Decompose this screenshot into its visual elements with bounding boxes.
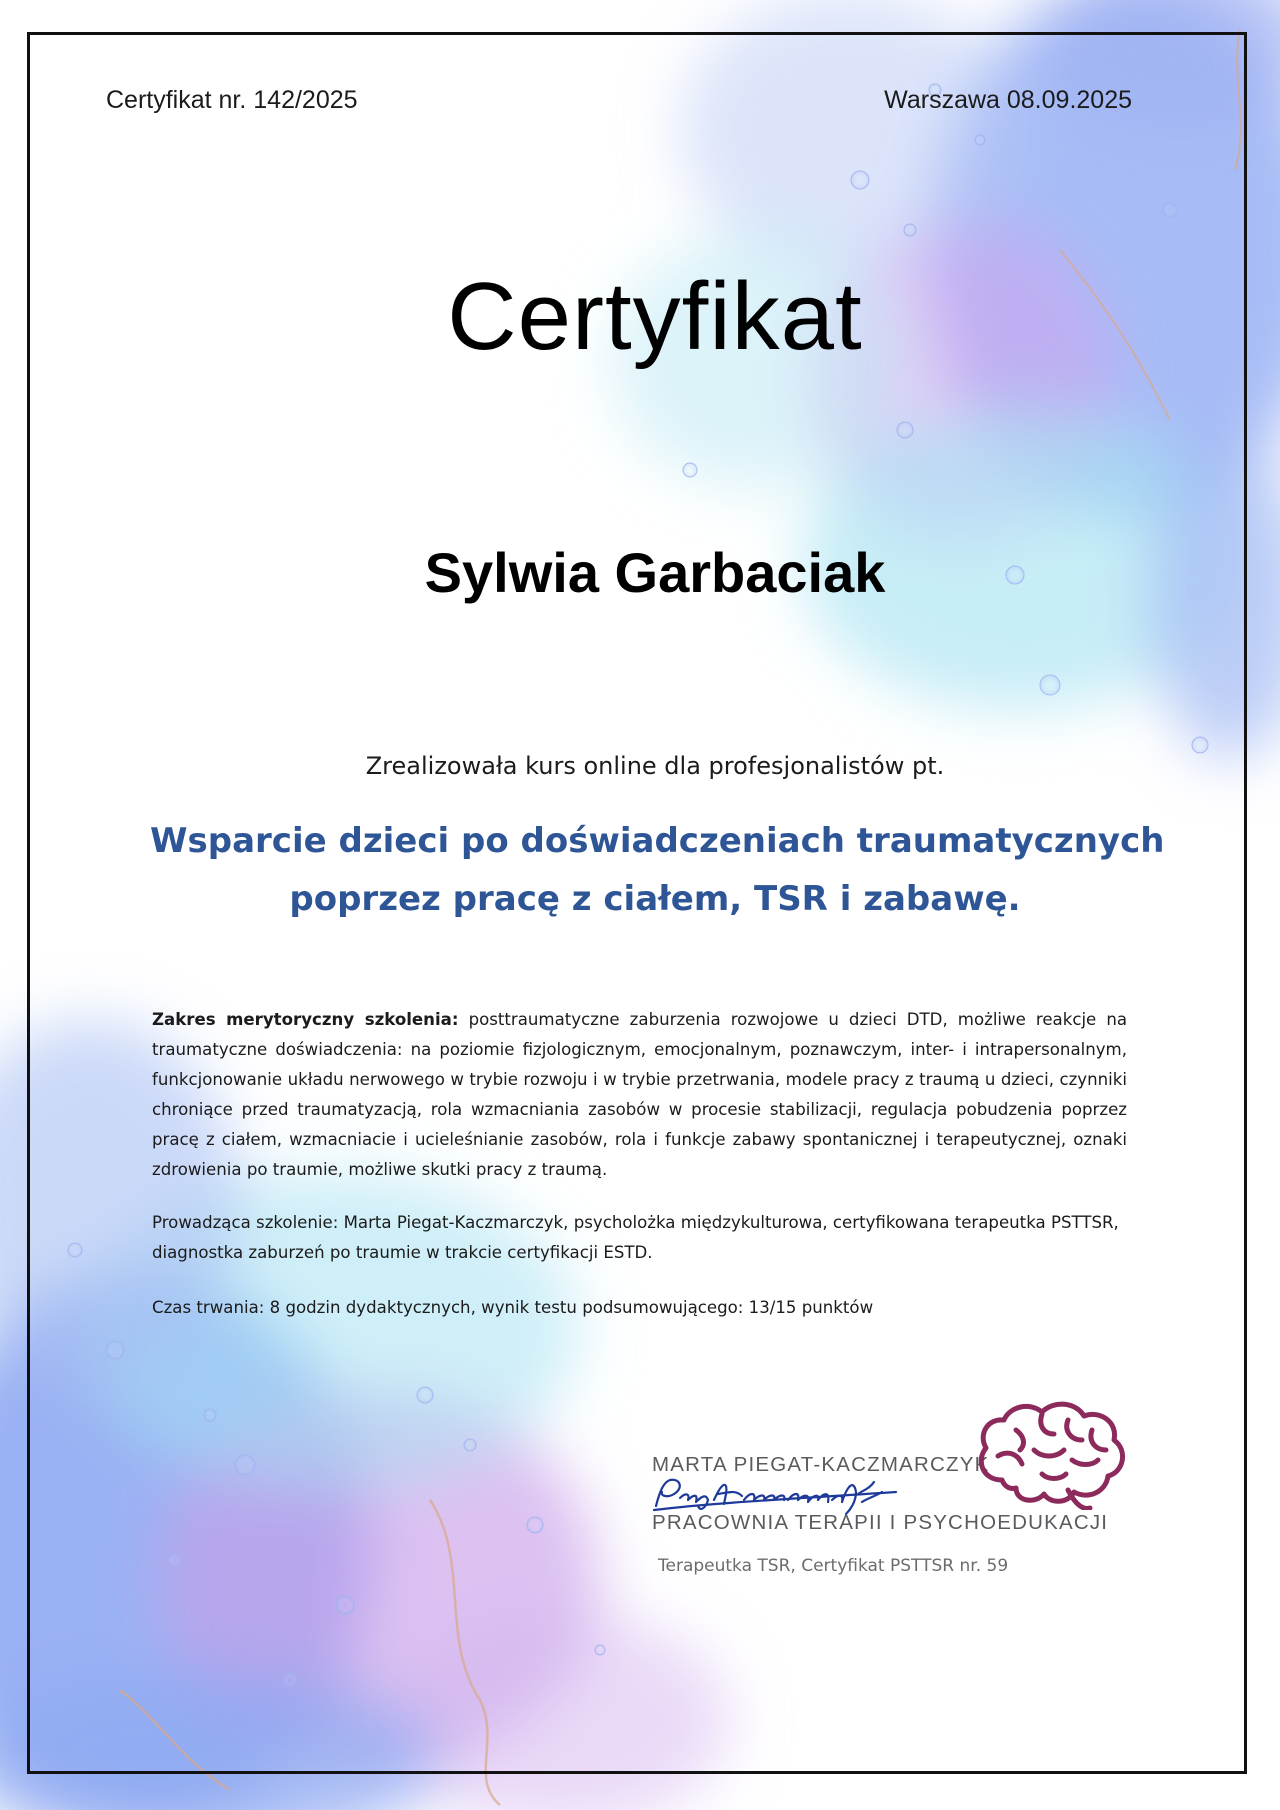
course-scope <box>152 1005 1127 1185</box>
handwritten-signature <box>650 1472 900 1516</box>
course-title <box>150 812 1165 928</box>
course-title-line-2: poprzez pracę z ciałem, TSR i zabawę. <box>289 879 1021 919</box>
course-title-line-1: Wsparcie dzieci po doświadczeniach traumatycznych <box>150 821 1165 861</box>
instructor-info: Prowadząca szkolenie: Marta Piegat-Kaczmarczyk, psycholożka międzykulturowa, certyfikowana terapeutka PSTTSR, diagnostka zaburzeń po traumie w trakcie certyfikacji ESTD. <box>152 1213 1119 1262</box>
brain-icon <box>972 1400 1130 1510</box>
course-scope-label: Zakres merytoryczny szkolenia: <box>152 1010 459 1029</box>
place-and-date: Warszawa 08.09.2025 <box>884 86 1132 114</box>
issuer-subtitle: PRACOWNIA TERAPII I PSYCHOEDUKACJI <box>652 1511 1109 1534</box>
completion-statement: Zrealizowała kurs online dla profesjonalistów pt. <box>365 752 945 780</box>
issuer-name: MARTA PIEGAT-KACZMARCZYK <box>652 1453 990 1476</box>
duration-info: Czas trwania: 8 godzin dydaktycznych, wynik testu podsumowującego: 13/15 punktów <box>152 1298 874 1317</box>
course-scope-text: posttraumatyczne zaburzenia rozwojowe u dzieci DTD, możliwe reakcje na traumatyczne doświadczenia: na poziomie fizjologicznym, emocjonalnym, poznawczym, inter- i intrapersonalnym, funkcjonowanie układu nerwowego w trybie rozwoju i w trybie przetrwania, modele pracy z traumą u dzieci, czynniki chroniące przed traumatyzacją, rola wzmacniania zasobów w procesie stabilizacji, regulacja pobudzenia poprzez pracę z ciałem, wzmacniacie i ucieleśnianie zasobów, rola i funkcje zabawy spontanicznej i terapeutycznej, oznaki zdrowienia po traumie, możliwe skutki pracy z traumą. <box>152 1010 1128 1179</box>
certificate-title: Certyfikat <box>447 263 863 370</box>
recipient-name: Sylwia Garbaciak <box>424 541 886 604</box>
therapist-certificate-line: Terapeutka TSR, Certyfikat PSTTSR nr. 59 <box>658 1556 1009 1576</box>
certificate-number: Certyfikat nr. 142/2025 <box>106 86 358 114</box>
issuer-logo <box>650 1400 1130 1550</box>
